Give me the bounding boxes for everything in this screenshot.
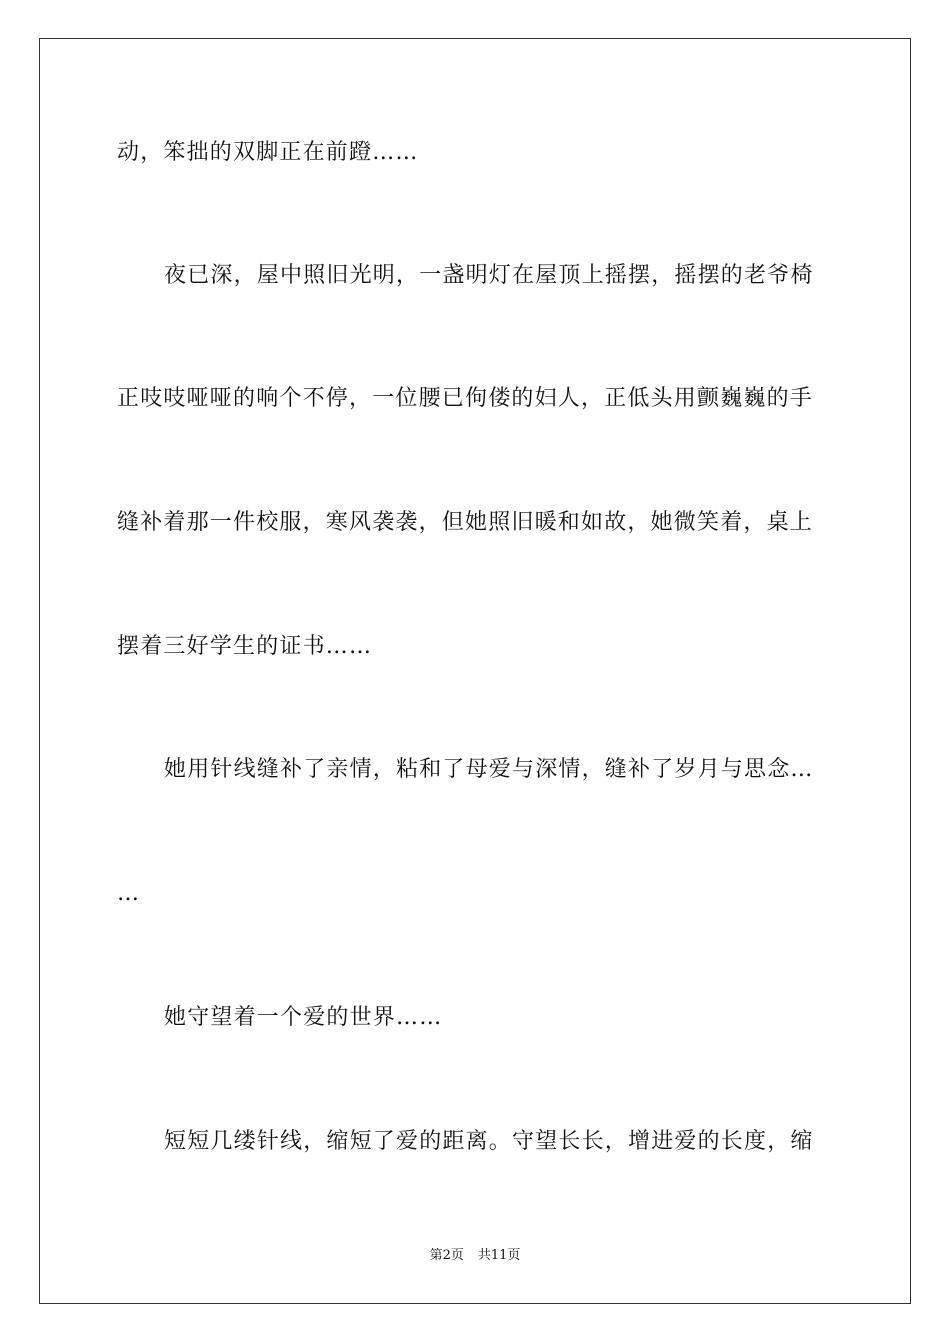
text-line: 摆着三好学生的证书…… (117, 634, 373, 659)
page-footer (0, 1248, 950, 1264)
page-border (39, 38, 911, 1304)
paragraph-start: 她用针线缝补了亲情，粘和了母爱与深情，缝补了岁月与思念… (164, 757, 814, 782)
page-number: 第2页 (429, 1248, 464, 1263)
text-line: 动，笨拙的双脚正在前蹬…… (117, 140, 419, 165)
text-line: 缝补着那一件校服，寒风袭袭，但她照旧暖和如故，她微笑着，桌上 (117, 510, 814, 535)
paragraph-start: 短短几缕针线，缩短了爱的距离。守望长长，增进爱的长度，缩 (164, 1129, 814, 1154)
text-line: 正吱吱哑哑的响个不停，一位腰已佝偻的妇人，正低头用颤巍巍的手 (117, 386, 814, 411)
page-total: 共11页 (477, 1248, 521, 1263)
paragraph-start: 夜已深，屋中照旧光明，一盏明灯在屋顶上摇摆，摇摆的老爷椅 (164, 263, 814, 288)
text-line: … (117, 881, 141, 906)
paragraph-start: 她守望着一个爱的世界…… (164, 1005, 443, 1030)
